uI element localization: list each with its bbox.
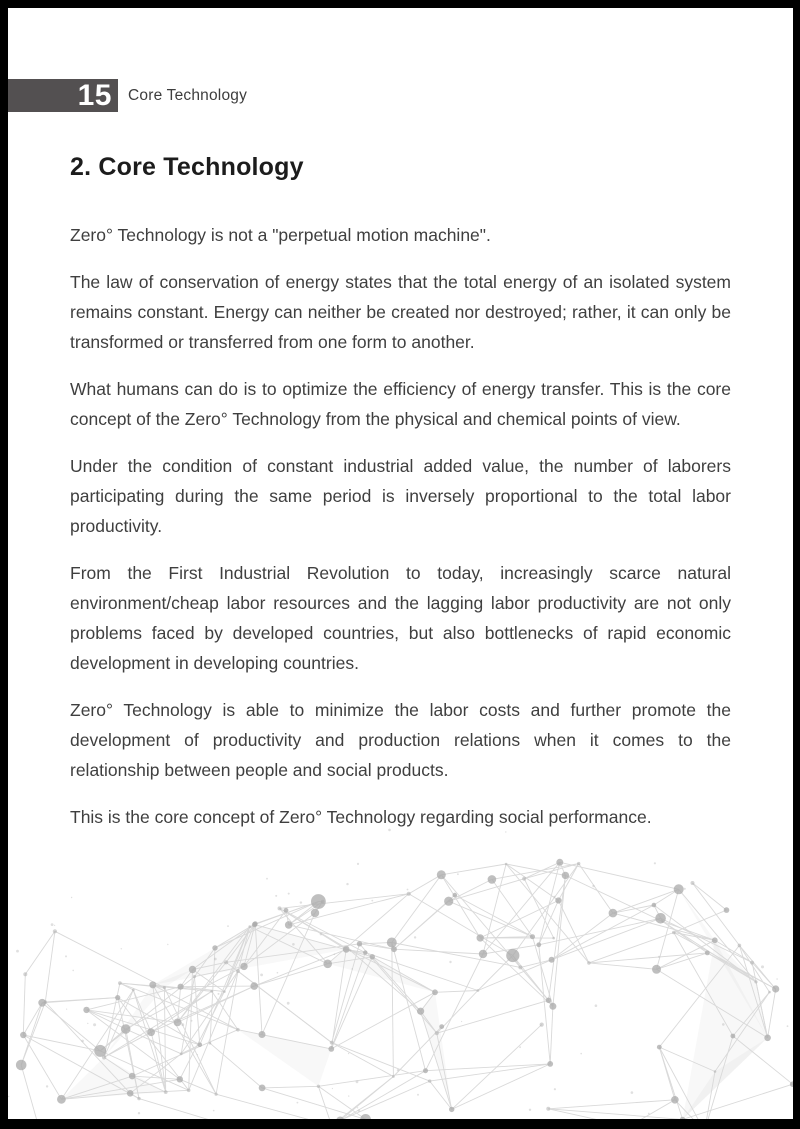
paragraph-3: What humans can do is to optimize the efficiency of energy transfer. This is the core concept of the Zero° Technology from the physical and chemical points of view. xyxy=(70,379,731,429)
page-number: 15 xyxy=(77,79,112,112)
paragraph-7: This is the core concept of Zero° Technology regarding social performance. xyxy=(70,807,652,827)
network-plexus-graphic xyxy=(8,819,793,1119)
paragraph-4: Under the condition of constant industrial added value, the number of laborers participating during the same period is inversely proportional to the total labor productivity. xyxy=(70,456,731,536)
paragraph-2: The law of conservation of energy states that the total energy of an isolated system remains constant. Energy can neither be created nor destroyed; rather, it can only be transformed or transferred from one form to another. xyxy=(70,272,731,352)
page-number-bar xyxy=(8,79,118,112)
header-section-label: Core Technology xyxy=(128,86,248,104)
body-content xyxy=(70,220,731,849)
paragraph-6: Zero° Technology is able to minimize the labor costs and further promote the development of productivity and production relations when it comes to the relationship between people and social products. xyxy=(70,700,731,780)
section-heading: 2. Core Technology xyxy=(70,153,304,181)
paragraph-1: Zero° Technology is not a "perpetual motion machine". xyxy=(70,225,491,245)
document-page xyxy=(8,8,793,1119)
paragraph-5: From the First Industrial Revolution to today, increasingly scarce natural environment/cheap labor resources and the lagging labor productivity are not only problems faced by developed countries, but also bottlenecks of rapid economic development in developing countries. xyxy=(70,563,731,673)
page-header xyxy=(8,79,247,112)
